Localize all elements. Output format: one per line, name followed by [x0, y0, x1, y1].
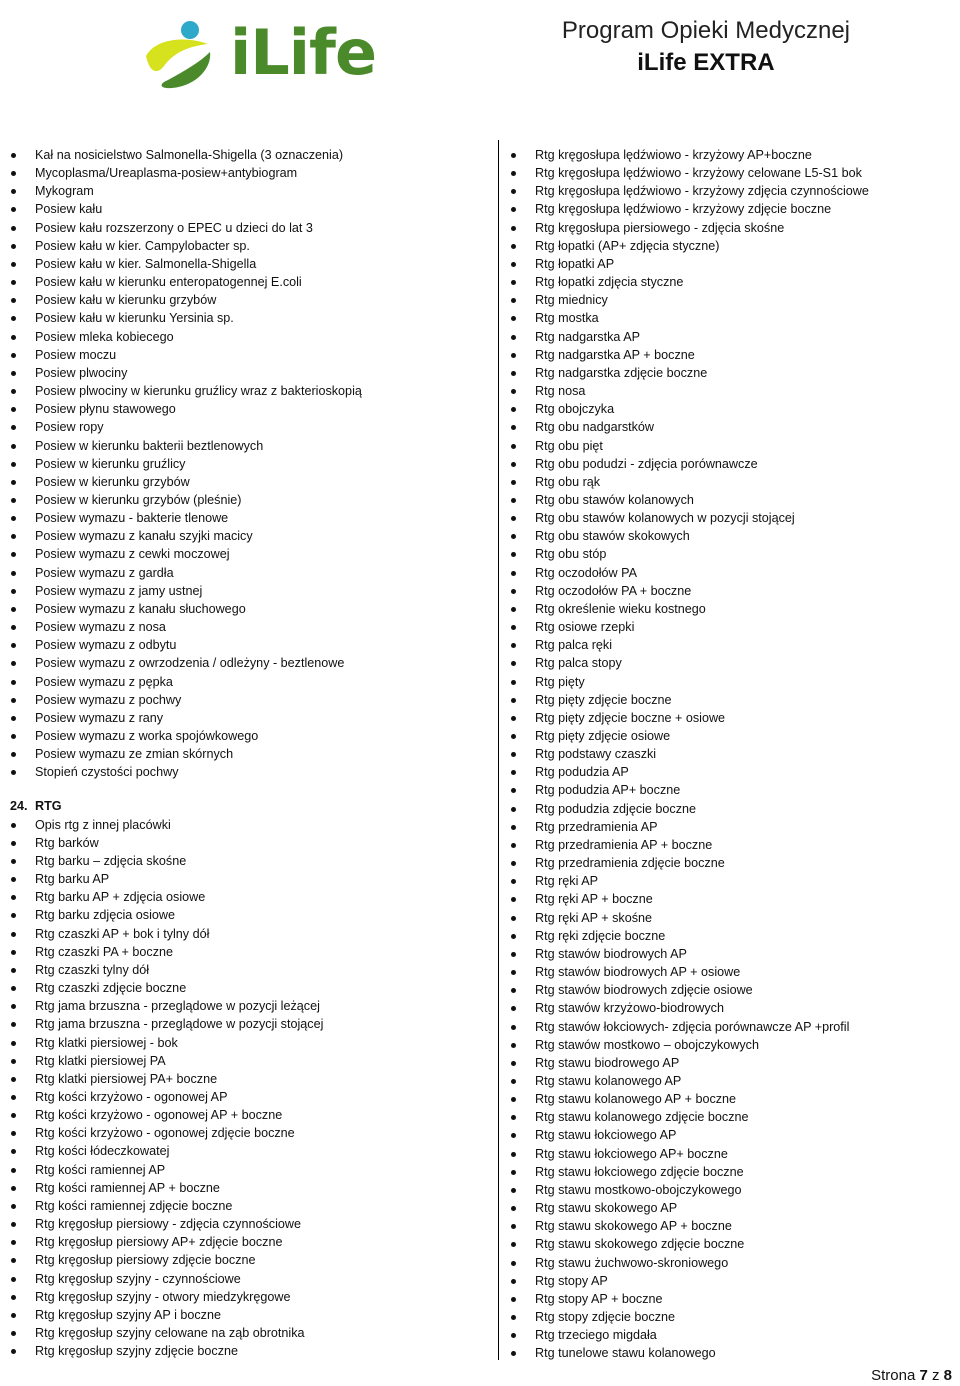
ilife-swoosh-icon — [138, 8, 233, 98]
list-item: Rtg przedramienia AP — [510, 818, 950, 836]
list-item: Rtg ręki AP + boczne — [510, 890, 950, 908]
list-item: Rtg stawu kolanowego zdjęcie boczne — [510, 1108, 950, 1126]
list-item: Rtg stawu łokciowego zdjęcie boczne — [510, 1163, 950, 1181]
list-item: Rtg kręgosłupa lędźwiowo - krzyżowy zdjęcia czynnościowe — [510, 182, 950, 200]
program-subtitle: iLife EXTRA — [637, 49, 775, 76]
list-item: Posiew ropy — [10, 418, 480, 436]
list-item: Rtg kręgosłup szyjny AP i boczne — [10, 1306, 480, 1324]
list-item: Rtg kręgosłup piersiowy AP+ zdjęcie boczne — [10, 1233, 480, 1251]
list-item: Posiew wymazu z nosa — [10, 618, 480, 636]
list-item: Posiew wymazu z odbytu — [10, 636, 480, 654]
list-item: Rtg kręgosłup piersiowy - zdjęcia czynnościowe — [10, 1215, 480, 1233]
section-heading-rtg — [10, 797, 480, 815]
list-item: Rtg obu rąk — [510, 473, 950, 491]
list-item: Rtg kręgosłup szyjny - otwory miedzykręgowe — [10, 1288, 480, 1306]
list-item: Posiew wymazu z jamy ustnej — [10, 582, 480, 600]
list-item: Rtg nadgarstka AP + boczne — [510, 346, 950, 364]
list-item: Rtg stawów biodrowych AP + osiowe — [510, 963, 950, 981]
list-item: Rtg stawu kolanowego AP + boczne — [510, 1090, 950, 1108]
list-item: Rtg osiowe rzepki — [510, 618, 950, 636]
list-item: Rtg czaszki tylny dół — [10, 961, 480, 979]
list-item: Rtg nosa — [510, 382, 950, 400]
list-item: Rtg obu stawów kolanowych — [510, 491, 950, 509]
list-item: Rtg stawu łokciowego AP+ boczne — [510, 1145, 950, 1163]
list-item: Rtg stawów krzyżowo-biodrowych — [510, 999, 950, 1017]
list-item: Posiew wymazu - bakterie tlenowe — [10, 509, 480, 527]
column-divider — [498, 140, 499, 1360]
list-item: Kał na nosicielstwo Salmonella-Shigella (3 oznaczenia) — [10, 146, 480, 164]
list-item: Rtg kręgosłupa lędźwiowo - krzyżowy AP+boczne — [510, 146, 950, 164]
list-item: Rtg nadgarstka zdjęcie boczne — [510, 364, 950, 382]
list-item: Posiew wymazu z gardła — [10, 564, 480, 582]
list-item: Rtg kości krzyżowo - ogonowej AP — [10, 1088, 480, 1106]
list-item: Stopień czystości pochwy — [10, 763, 480, 781]
list-item: Rtg przedramienia AP + boczne — [510, 836, 950, 854]
list-item: Rtg obu pięt — [510, 437, 950, 455]
program-title: Program Opieki Medycznej — [561, 17, 850, 44]
list-item: Rtg kręgosłup piersiowy zdjęcie boczne — [10, 1251, 480, 1269]
page-of: z — [931, 1367, 940, 1384]
list-item: Rtg stawu biodrowego AP — [510, 1054, 950, 1072]
list-item: Rtg stawów biodrowych zdjęcie osiowe — [510, 981, 950, 999]
list-item: Rtg stawu żuchwowo-skroniowego — [510, 1254, 950, 1272]
list-item: Rtg pięty — [510, 673, 950, 691]
list-item: Rtg ręki zdjęcie boczne — [510, 927, 950, 945]
list-item: Rtg jama brzuszna - przeglądowe w pozycji stojącej — [10, 1015, 480, 1033]
list-item: Rtg mostka — [510, 309, 950, 327]
list-item: Rtg klatki piersiowej PA — [10, 1052, 480, 1070]
list-item: Rtg palca stopy — [510, 654, 950, 672]
list-item: Rtg ręki AP — [510, 872, 950, 890]
list-item: Rtg obu nadgarstków — [510, 418, 950, 436]
list-item: Mycoplasma/Ureaplasma-posiew+antybiogram — [10, 164, 480, 182]
list-item: Rtg barku AP + zdjęcia osiowe — [10, 888, 480, 906]
list-item: Rtg kości krzyżowo - ogonowej AP + boczne — [10, 1106, 480, 1124]
page-total: 8 — [943, 1367, 952, 1384]
list-item: Rtg podudzia AP — [510, 763, 950, 781]
list-item: Posiew płynu stawowego — [10, 400, 480, 418]
list-item: Rtg kości krzyżowo - ogonowej zdjęcie boczne — [10, 1124, 480, 1142]
list-item: Rtg klatki piersiowej PA+ boczne — [10, 1070, 480, 1088]
list-item: Rtg kości ramiennej AP + boczne — [10, 1179, 480, 1197]
list-item: Rtg obojczyka — [510, 400, 950, 418]
list-item: Rtg kręgosłupa piersiowego - zdjęcia skośne — [510, 219, 950, 237]
list-item: Rtg stawu kolanowego AP — [510, 1072, 950, 1090]
list-item: Posiew wymazu z kanału szyjki macicy — [10, 527, 480, 545]
section-title: RTG — [35, 799, 62, 814]
list-item: Posiew kału w kierunku grzybów — [10, 291, 480, 309]
list-item: Posiew wymazu z pochwy — [10, 691, 480, 709]
list-item: Rtg jama brzuszna - przeglądowe w pozycji leżącej — [10, 997, 480, 1015]
list-item: Rtg przedramienia zdjęcie boczne — [510, 854, 950, 872]
list-item: Rtg czaszki AP + bok i tylny dół — [10, 925, 480, 943]
page-footer — [871, 1367, 952, 1384]
list-item: Rtg stawów łokciowych- zdjęcia porównawcze AP +profil — [510, 1018, 950, 1036]
list-item: Rtg klatki piersiowej - bok — [10, 1034, 480, 1052]
list-item: Rtg stopy AP + boczne — [510, 1290, 950, 1308]
list-item: Rtg ręki AP + skośne — [510, 909, 950, 927]
list-item: Rtg trzeciego migdała — [510, 1326, 950, 1344]
list-item: Rtg stawu mostkowo-obojczykowego — [510, 1181, 950, 1199]
list-item: Rtg stopy zdjęcie boczne — [510, 1308, 950, 1326]
list-item: Posiew kału w kierunku Yersinia sp. — [10, 309, 480, 327]
list-item: Rtg podudzia AP+ boczne — [510, 781, 950, 799]
list-item: Rtg obu stawów skokowych — [510, 527, 950, 545]
list-item: Rtg określenie wieku kostnego — [510, 600, 950, 618]
list-item: Rtg czaszki zdjęcie boczne — [10, 979, 480, 997]
list-item: Rtg stawu łokciowego AP — [510, 1126, 950, 1144]
list-item: Rtg łopatki AP — [510, 255, 950, 273]
list-item: Rtg podstawy czaszki — [510, 745, 950, 763]
list-item: Rtg stawu skokowego zdjęcie boczne — [510, 1235, 950, 1253]
list-item: Posiew w kierunku gruźlicy — [10, 455, 480, 473]
rtg-list-continued — [510, 146, 950, 1362]
section-number: 24. — [10, 799, 28, 814]
list-item: Posiew plwociny — [10, 364, 480, 382]
list-item: Rtg kręgosłupa lędźwiowo - krzyżowy zdjęcie boczne — [510, 200, 950, 218]
list-item: Rtg pięty zdjęcie osiowe — [510, 727, 950, 745]
list-item: Rtg barku zdjęcia osiowe — [10, 906, 480, 924]
right-column — [510, 146, 950, 1362]
list-item: Posiew wymazu z kanału słuchowego — [10, 600, 480, 618]
list-item: Posiew w kierunku bakterii beztlenowych — [10, 437, 480, 455]
list-item: Posiew kału w kier. Campylobacter sp. — [10, 237, 480, 255]
list-item: Rtg kości łódeczkowatej — [10, 1142, 480, 1160]
page-label: Strona — [871, 1367, 916, 1384]
logo-wordmark: iLife — [230, 16, 377, 89]
list-item: Rtg obu stóp — [510, 545, 950, 563]
list-item: Rtg kręgosłup szyjny zdjęcie boczne — [10, 1342, 480, 1360]
list-item: Posiew wymazu z pępka — [10, 673, 480, 691]
list-item: Rtg pięty zdjęcie boczne + osiowe — [510, 709, 950, 727]
list-item: Posiew kału rozszerzony o EPEC u dzieci do lat 3 — [10, 219, 480, 237]
list-item: Rtg nadgarstka AP — [510, 328, 950, 346]
list-item: Posiew wymazu ze zmian skórnych — [10, 745, 480, 763]
list-item: Rtg palca ręki — [510, 636, 950, 654]
list-item: Rtg oczodołów PA + boczne — [510, 582, 950, 600]
document-header — [562, 16, 850, 80]
list-item: Rtg kręgosłup szyjny celowane na ząb obrotnika — [10, 1324, 480, 1342]
list-item: Posiew wymazu z worka spojówkowego — [10, 727, 480, 745]
list-item: Rtg oczodołów PA — [510, 564, 950, 582]
list-item: Rtg barku AP — [10, 870, 480, 888]
microbiology-list — [10, 146, 480, 781]
page-number: 7 — [919, 1367, 928, 1384]
list-item: Rtg czaszki PA + boczne — [10, 943, 480, 961]
list-item: Rtg kręgosłupa lędźwiowo - krzyżowy celowane L5-S1 bok — [510, 164, 950, 182]
list-item: Rtg pięty zdjęcie boczne — [510, 691, 950, 709]
list-item: Posiew wymazu z rany — [10, 709, 480, 727]
ilife-logo — [138, 8, 377, 98]
list-item: Posiew kału w kier. Salmonella-Shigella — [10, 255, 480, 273]
list-item: Posiew moczu — [10, 346, 480, 364]
list-item: Rtg stawu skokowego AP — [510, 1199, 950, 1217]
list-item: Rtg stawów biodrowych AP — [510, 945, 950, 963]
list-item: Rtg tunelowe stawu kolanowego — [510, 1344, 950, 1362]
list-item: Posiew kału w kierunku enteropatogennej E.coli — [10, 273, 480, 291]
list-item: Opis rtg z innej placówki — [10, 816, 480, 834]
left-column — [10, 146, 480, 1360]
list-item: Posiew w kierunku grzybów (pleśnie) — [10, 491, 480, 509]
list-item: Rtg obu podudzi - zdjęcia porównawcze — [510, 455, 950, 473]
list-item: Posiew wymazu z cewki moczowej — [10, 545, 480, 563]
rtg-list — [10, 816, 480, 1361]
list-item: Rtg kości ramiennej AP — [10, 1161, 480, 1179]
list-item: Posiew wymazu z owrzodzenia / odleżyny - beztlenowe — [10, 654, 480, 672]
list-item: Rtg kości ramiennej zdjęcie boczne — [10, 1197, 480, 1215]
list-item: Rtg łopatki (AP+ zdjęcia styczne) — [510, 237, 950, 255]
list-item: Rtg łopatki zdjęcia styczne — [510, 273, 950, 291]
list-item: Rtg stawu skokowego AP + boczne — [510, 1217, 950, 1235]
list-item: Posiew mleka kobiecego — [10, 328, 480, 346]
list-item: Rtg barków — [10, 834, 480, 852]
list-item: Posiew kału — [10, 200, 480, 218]
list-item: Rtg stopy AP — [510, 1272, 950, 1290]
list-item: Rtg kręgosłup szyjny - czynnościowe — [10, 1270, 480, 1288]
list-item: Rtg obu stawów kolanowych w pozycji stojącej — [510, 509, 950, 527]
list-item: Rtg barku – zdjęcia skośne — [10, 852, 480, 870]
list-item: Posiew plwociny w kierunku gruźlicy wraz z bakterioskopią — [10, 382, 480, 400]
list-item: Rtg podudzia zdjęcie boczne — [510, 800, 950, 818]
list-item: Mykogram — [10, 182, 480, 200]
list-item: Rtg stawów mostkowo – obojczykowych — [510, 1036, 950, 1054]
list-item: Rtg miednicy — [510, 291, 950, 309]
list-item: Posiew w kierunku grzybów — [10, 473, 480, 491]
